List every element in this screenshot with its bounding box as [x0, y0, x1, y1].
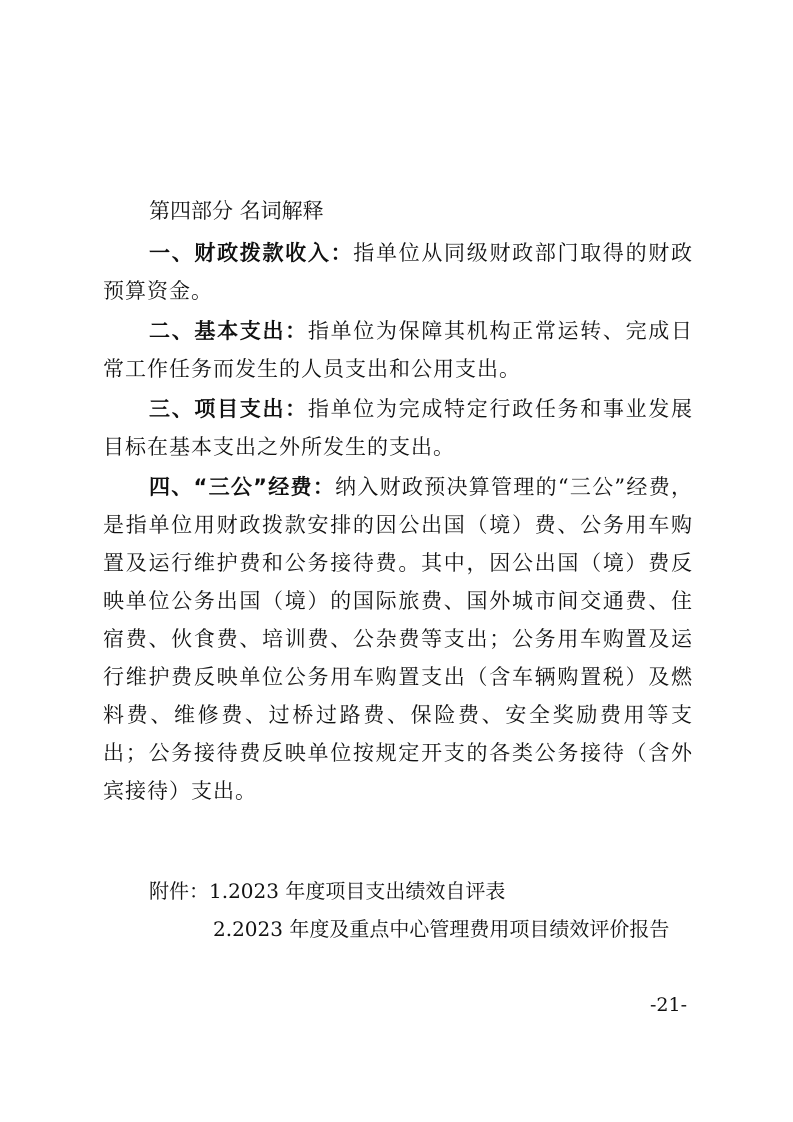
term-label: 四、“三公”经费： [149, 475, 336, 499]
term-label: 一、财政拨款收入： [149, 241, 354, 265]
attachment-item-1: 1.2023 年度项目支出绩效自评表 [209, 879, 506, 903]
term-paragraph-2 [103, 312, 693, 388]
term-label: 三、项目支出： [149, 397, 308, 421]
attachment-line-1 [149, 872, 505, 910]
term-label: 二、基本支出： [149, 319, 308, 343]
term-paragraph-1 [103, 234, 693, 310]
page-number: -21- [650, 994, 688, 1016]
term-definition: 指单位为完成特定行政任务和事业发展目标在基本支出之外所发生的支出。 [103, 397, 694, 459]
term-paragraph-4 [103, 468, 693, 810]
term-definition: 指单位从同级财政部门取得的财政预算资金。 [103, 241, 694, 303]
section-title: 第四部分 名词解释 [149, 199, 324, 223]
attachment-label: 附件： [149, 879, 209, 903]
term-definition: 纳入财政预决算管理的“三公”经费，是指单位用财政拨款安排的因公出国（境）费、公务用车购置及运行维护费和公务接待费。其中，因公出国（境）费反映单位公务出国（境）的国际旅费、国外城市间交通费、住宿费、伙食费、培训费、公杂费等支出；公务用车购置及运行维护费反映单位公务用车购置支出（含车辆购置税）及燃料费、维修费、过桥过路费、保险费、安全奖励费用等支出；公务接待费反映单位按规定开支的各类公务接待（含外宾接待）支出。 [103, 475, 693, 803]
term-definition: 指单位为保障其机构正常运转、完成日常工作任务而发生的人员支出和公用支出。 [103, 319, 694, 381]
term-paragraph-3 [103, 390, 693, 466]
attachment-item-2: 2.2023 年度及重点中心管理费用项目绩效评价报告 [213, 917, 670, 941]
